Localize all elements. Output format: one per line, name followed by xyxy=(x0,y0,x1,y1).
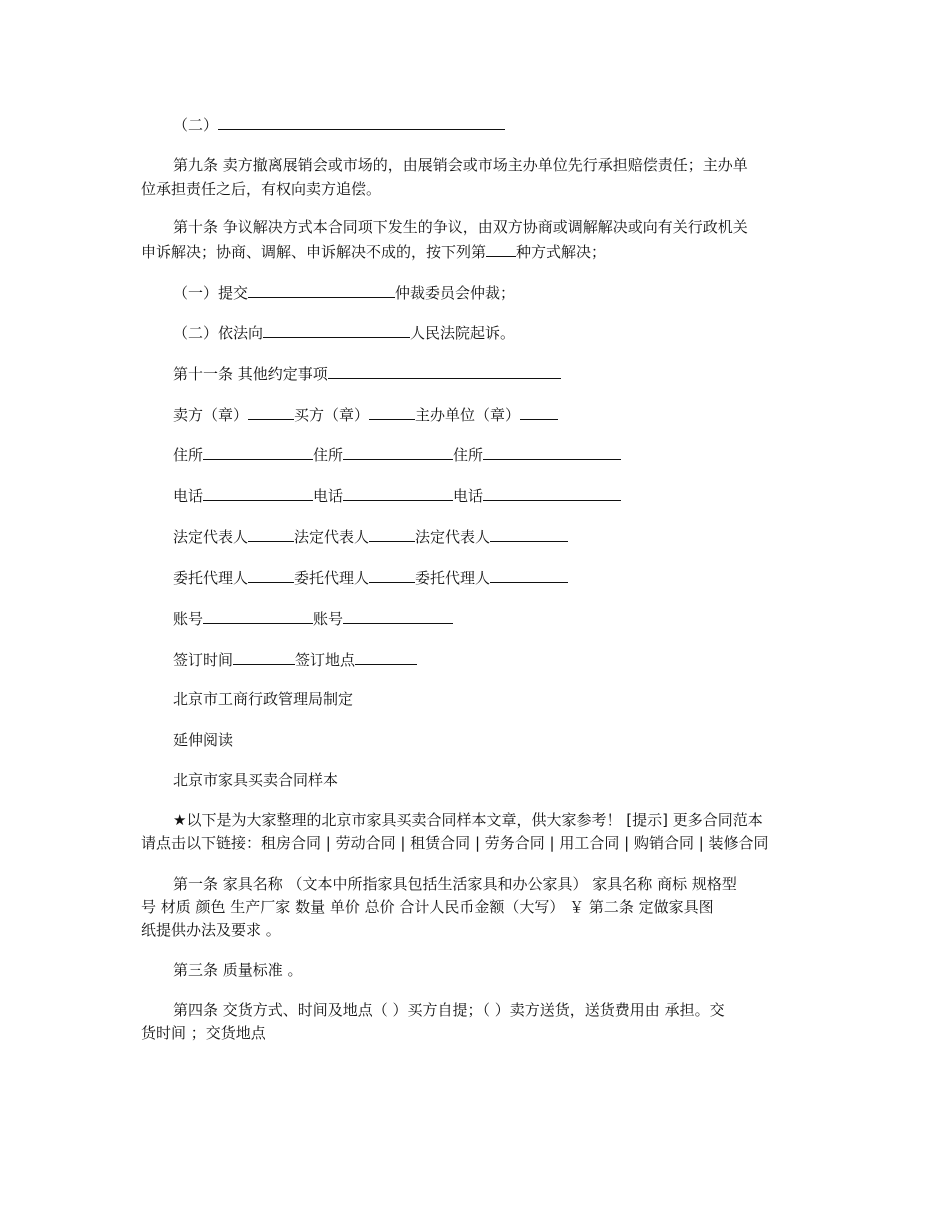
fill-blank xyxy=(486,242,516,257)
signing-place-label: 签订地点 xyxy=(295,651,356,669)
fill-blank xyxy=(369,405,415,420)
fill-blank xyxy=(203,609,313,624)
fill-blank xyxy=(483,486,621,501)
fill-blank xyxy=(343,445,453,460)
arbitration-label: （一）提交 xyxy=(173,284,249,302)
article-10-line-1: 第十条 争议解决方式本合同项下发生的争议，由双方协商或调解解决或向有关行政机关 xyxy=(173,218,748,236)
fill-blank xyxy=(369,568,415,583)
address-line xyxy=(173,445,621,464)
agent-label: 委托代理人 xyxy=(294,569,370,587)
fill-blank xyxy=(233,650,295,665)
clause-3-line: 第三条 质量标准 。 xyxy=(173,961,303,979)
agent-label: 委托代理人 xyxy=(415,569,491,587)
address-label: 住所 xyxy=(173,446,204,464)
seal-line xyxy=(173,405,558,424)
issuer-line: 北京市工商行政管理局制定 xyxy=(173,690,354,708)
fill-blank xyxy=(248,405,294,420)
agent-line xyxy=(173,568,568,587)
clause-blank-line xyxy=(173,115,505,134)
clause-4-line-2: 货时间 ；交货地点 xyxy=(141,1024,266,1042)
arbitration-suffix: 仲裁委员会仲裁； xyxy=(395,284,516,302)
signing-time-label: 签订时间 xyxy=(173,651,234,669)
account-label: 账号 xyxy=(173,610,204,628)
lawsuit-line xyxy=(173,323,515,342)
article-9-line-1: 第九条 卖方撤离展销会或市场的，由展销会或市场主办单位先行承担赔偿责任；主办单 xyxy=(173,156,748,174)
article-10-text-a: 申诉解决；协商、调解、申诉解决不成的，按下列第 xyxy=(141,243,487,261)
extended-reading-heading: 延伸阅读 xyxy=(173,731,234,749)
phone-label: 电话 xyxy=(313,487,344,505)
signing-line xyxy=(173,650,417,669)
intro-line-1: ★以下是为大家整理的北京市家具买卖合同样本文章，供大家参考！ [提示] 更多合同范本 xyxy=(173,811,763,829)
fill-blank xyxy=(203,445,313,460)
legal-rep-label: 法定代表人 xyxy=(173,528,249,546)
intro-links-line: 请点击以下链接：租房合同 | 劳动合同 | 租赁合同 | 劳务合同 | 用工合同 | 购销合同 | 装修合同 xyxy=(141,834,769,852)
clause-item-label: （二） xyxy=(173,116,219,134)
article-9-line-2: 位承担责任之后，有权向卖方追偿。 xyxy=(141,180,382,198)
buyer-seal-label: 买方（章） xyxy=(294,406,370,424)
account-label: 账号 xyxy=(313,610,344,628)
fill-blank xyxy=(248,283,395,298)
fill-blank xyxy=(328,364,561,379)
fill-blank xyxy=(343,609,453,624)
address-label: 住所 xyxy=(453,446,484,464)
agent-label: 委托代理人 xyxy=(173,569,249,587)
fill-blank xyxy=(218,115,505,130)
legal-rep-line xyxy=(173,527,568,546)
arbitration-line xyxy=(173,283,515,302)
lawsuit-suffix: 人民法院起诉。 xyxy=(410,324,516,342)
article-10-text-b: 种方式解决； xyxy=(516,243,607,261)
fill-blank xyxy=(483,445,621,460)
clause-1-line-2: 号 材质 颜色 生产厂家 数量 单价 总价 合计人民币金额（大写） ￥ 第二条 定做家具图 xyxy=(141,898,714,916)
organizer-seal-label: 主办单位（章） xyxy=(415,406,521,424)
phone-line xyxy=(173,486,621,505)
clause-1-line-1: 第一条 家具名称 （文本中所指家具包括生活家具和办公家具） 家具名称 商标 规格型 xyxy=(173,875,737,893)
legal-rep-label: 法定代表人 xyxy=(415,528,491,546)
fill-blank xyxy=(355,650,417,665)
article-11-label: 第十一条 其他约定事项 xyxy=(173,365,328,383)
phone-label: 电话 xyxy=(173,487,204,505)
legal-rep-label: 法定代表人 xyxy=(294,528,370,546)
fill-blank xyxy=(369,527,415,542)
phone-label: 电话 xyxy=(453,487,484,505)
fill-blank xyxy=(203,486,313,501)
fill-blank xyxy=(248,568,294,583)
fill-blank xyxy=(490,527,568,542)
address-label: 住所 xyxy=(313,446,344,464)
clause-4-line-1: 第四条 交货方式、时间及地点（ ）买方自提；（ ）卖方送货，送货费用由 承担。交 xyxy=(173,1001,725,1019)
fill-blank xyxy=(248,527,294,542)
article-title: 北京市家具买卖合同样本 xyxy=(173,771,339,789)
article-10-line-2 xyxy=(141,242,606,261)
account-line xyxy=(173,609,453,628)
fill-blank xyxy=(490,568,568,583)
fill-blank xyxy=(343,486,453,501)
lawsuit-label: （二）依法向 xyxy=(173,324,264,342)
fill-blank xyxy=(520,405,558,420)
clause-1-line-3: 纸提供办法及要求 。 xyxy=(141,921,281,939)
seller-seal-label: 卖方（章） xyxy=(173,406,249,424)
article-11-line xyxy=(173,364,561,383)
fill-blank xyxy=(263,323,410,338)
